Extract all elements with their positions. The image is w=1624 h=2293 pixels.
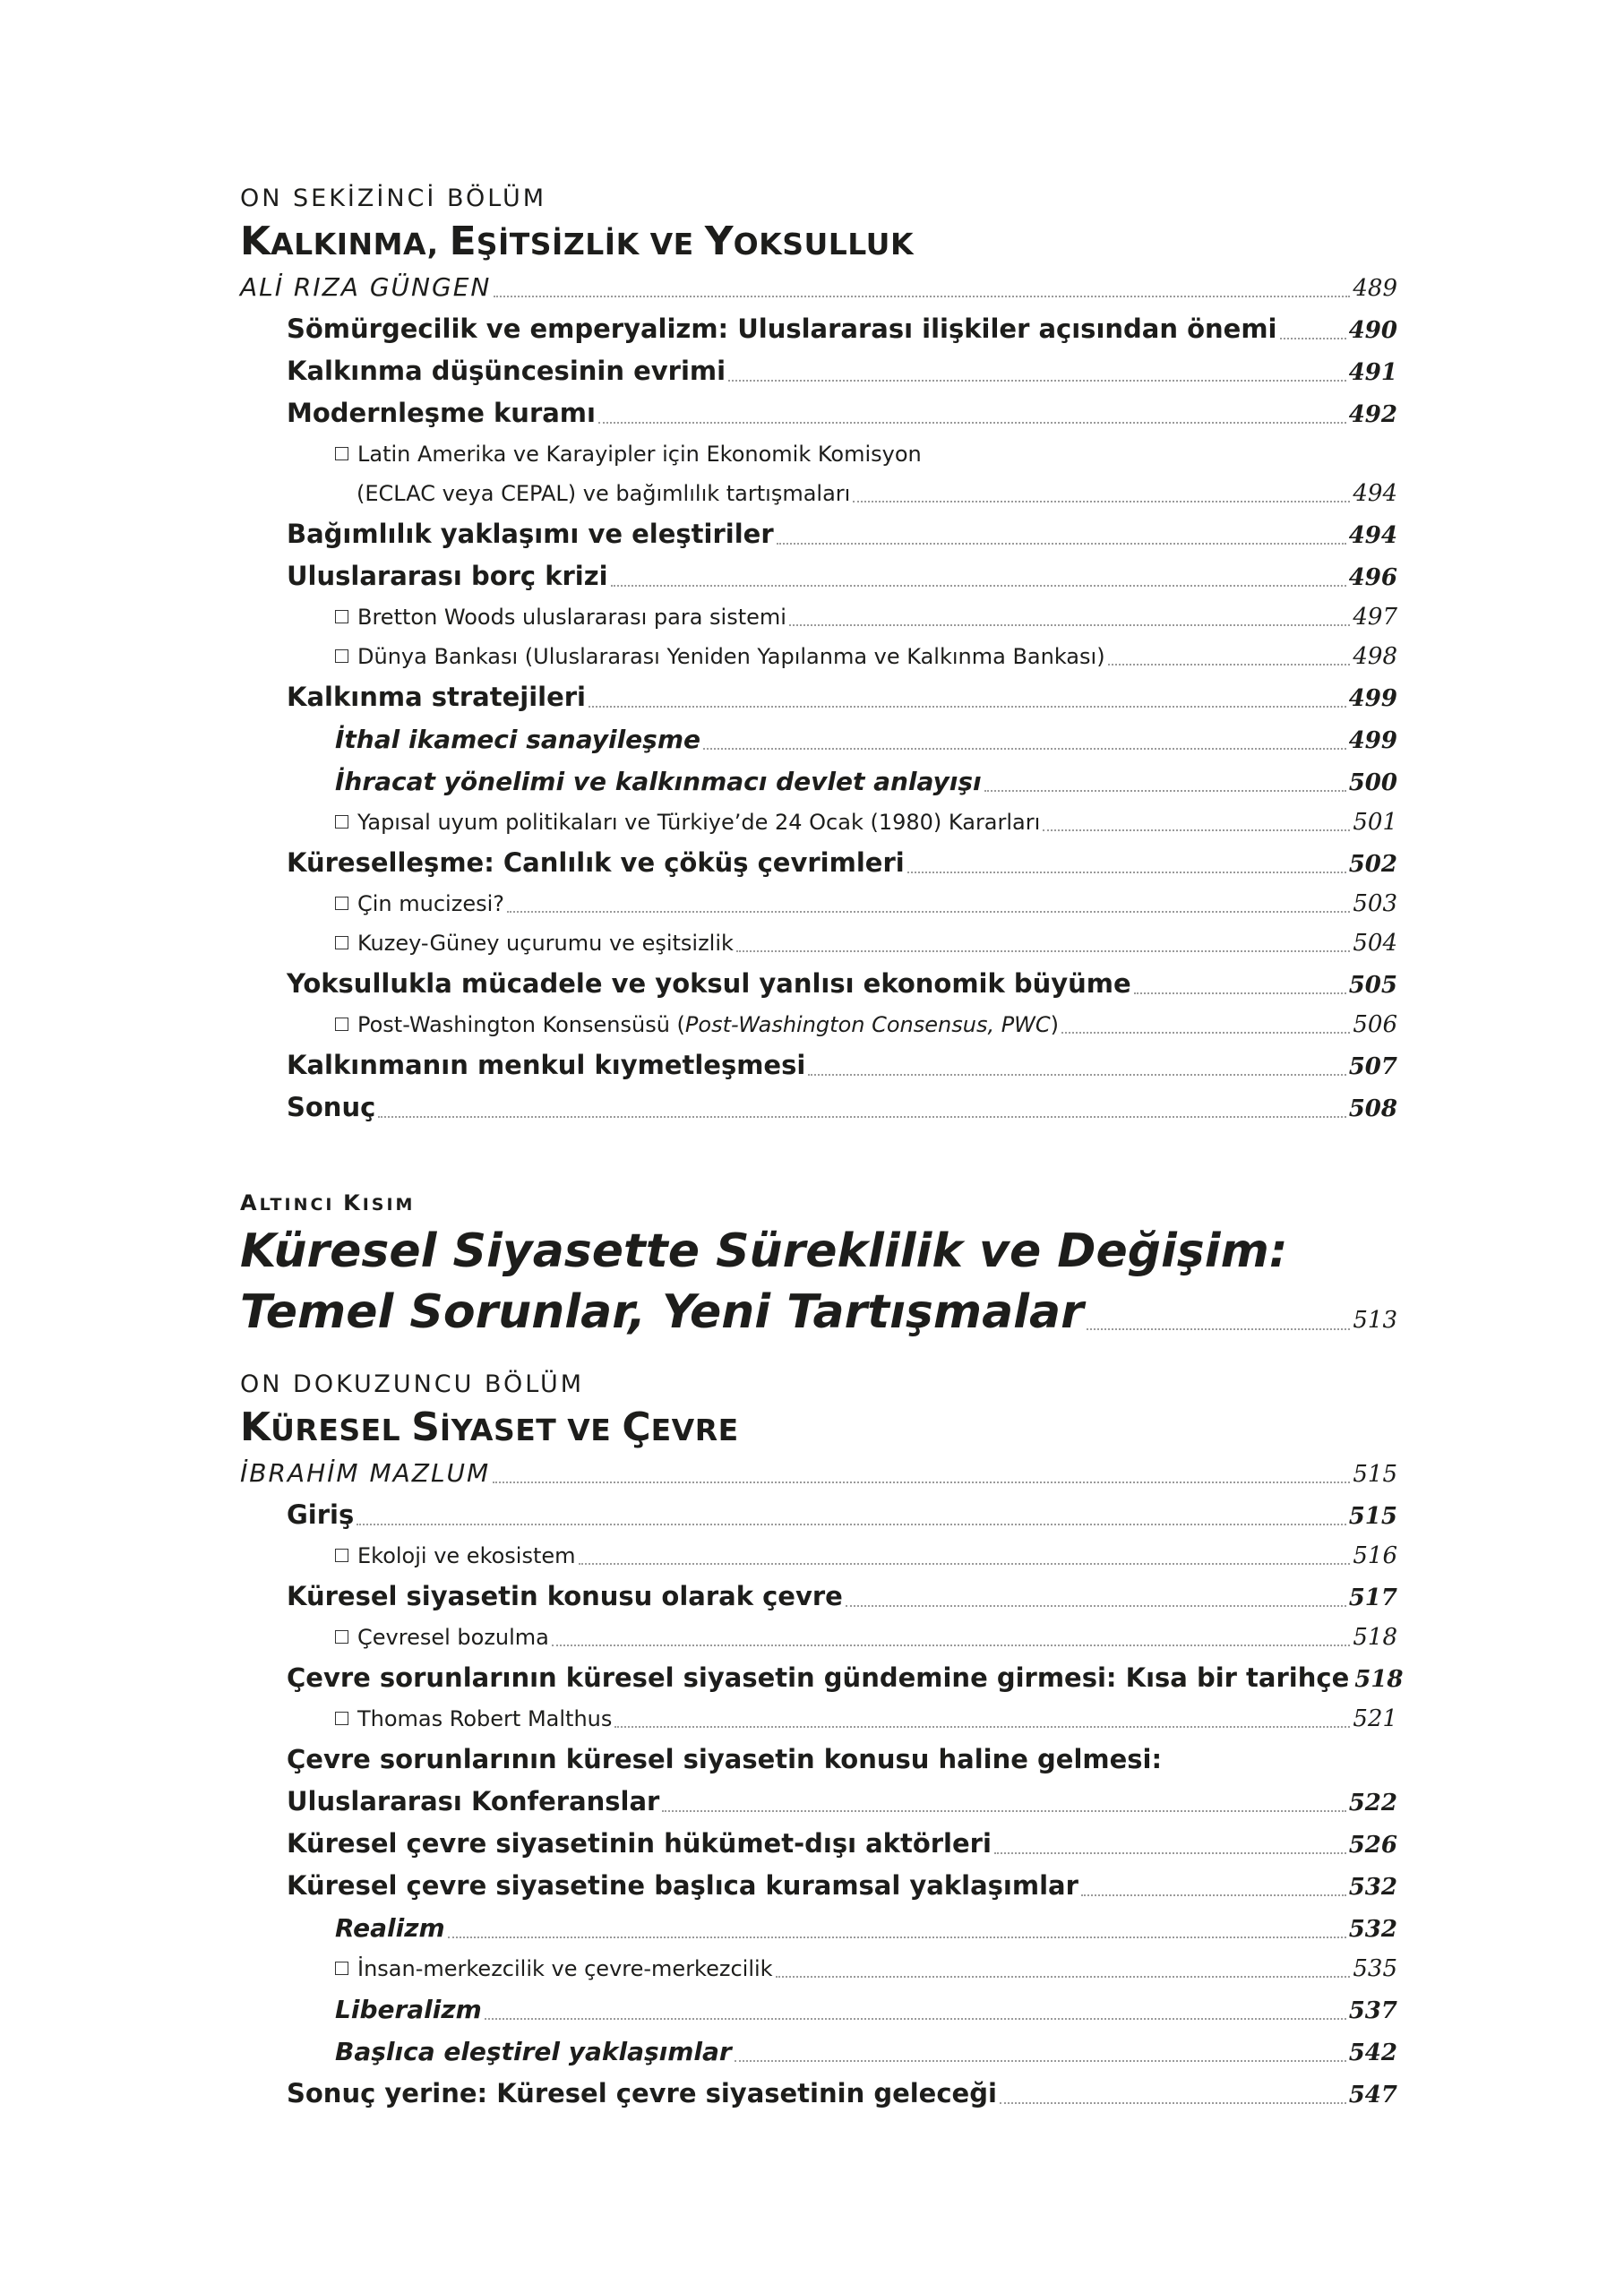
- page-number: 501: [1353, 809, 1397, 836]
- entry-label: Yapısal uyum politikaları ve Türkiye’de 24 Ocak (1980) Kararları: [357, 810, 1041, 835]
- page-number: 499: [1348, 727, 1397, 754]
- entry-label: Kalkınma stratejileri: [287, 682, 586, 712]
- entry-label: Sonuç: [287, 1092, 376, 1122]
- toc-entry[interactable]: [240, 1086, 1397, 1129]
- dot-leader: [611, 574, 1346, 587]
- dot-leader: [1081, 1884, 1346, 1896]
- entry-label: İhracat yönelimi ve kalkınmacı devlet anlayışı: [335, 767, 982, 796]
- entry-label: İthal ikameci sanayileşme: [335, 725, 700, 754]
- entry-label: Ekoloji ve ekosistem: [357, 1543, 576, 1568]
- box-entry[interactable]: [240, 884, 1397, 923]
- entry-label: Modernleşme kuramı: [287, 398, 596, 428]
- page-number: 537: [1348, 1997, 1397, 2024]
- author-name: İBRAHİM MAZLUM: [240, 1458, 491, 1488]
- checkbox-square-icon: [335, 815, 348, 829]
- chapter-eyebrow: ON SEKİZİNCİ BÖLÜM: [240, 185, 547, 212]
- toc-subentry[interactable]: [240, 718, 1397, 760]
- page-number: 497: [1353, 604, 1397, 631]
- dot-leader: [776, 1965, 1351, 1978]
- entry-label: Çevre sorunlarının küresel siyasetin gündemine girmesi: Kısa bir tarihçe: [287, 1662, 1350, 1693]
- part-eyebrow: ALTINCI KISIM: [240, 1190, 416, 1215]
- entry-label: Realizm: [335, 1913, 445, 1943]
- part-title-line-2: Temel Sorunlar, Yeni Tartışmalar: [240, 1285, 1084, 1339]
- toc-subentry[interactable]: [240, 760, 1397, 803]
- toc-entry[interactable]: [240, 392, 1397, 434]
- dot-leader: [552, 1634, 1350, 1646]
- dot-leader: [1000, 2091, 1346, 2104]
- box-entry[interactable]: [240, 597, 1397, 637]
- dot-leader: [728, 369, 1346, 382]
- entry-label: Post-Washington Konsensüsü (: [357, 1012, 685, 1037]
- entry-label: Küreselleşme: Canlılık ve çöküş çevrimleri: [287, 847, 905, 878]
- toc-entry[interactable]: [240, 1657, 1404, 1699]
- dot-leader: [1043, 819, 1350, 831]
- dot-leader: [789, 614, 1350, 626]
- chapter-eyebrow: ON DOKUZUNCU BÖLÜM: [240, 1370, 585, 1398]
- toc-entry[interactable]: [240, 1781, 1397, 1823]
- checkbox-square-icon: [335, 936, 348, 949]
- entry-label: Çin mucizesi?: [357, 891, 504, 916]
- dot-leader: [494, 285, 1350, 297]
- toc-entry[interactable]: [240, 555, 1397, 597]
- page-number: 508: [1348, 1095, 1397, 1122]
- page-number: 526: [1348, 1832, 1397, 1859]
- page-number: 504: [1353, 930, 1397, 957]
- page-number: 516: [1353, 1542, 1397, 1569]
- page-number: 491: [1348, 359, 1397, 386]
- page-number: 535: [1353, 1955, 1397, 1982]
- checkbox-square-icon: [335, 1549, 348, 1562]
- entry-label: Uluslararası borç krizi: [287, 561, 608, 591]
- box-entry[interactable]: [240, 1536, 1397, 1576]
- entry-label: (ECLAC veya CEPAL) ve bağımlılık tartışmaları: [357, 481, 851, 506]
- dot-leader: [1087, 1316, 1351, 1330]
- dot-leader: [735, 2049, 1346, 2062]
- dot-leader: [703, 737, 1346, 750]
- dot-leader: [357, 1513, 1345, 1525]
- page-number: 499: [1348, 685, 1397, 712]
- box-entry[interactable]: [240, 474, 1397, 513]
- entry-label: Dünya Bankası (Uluslararası Yeniden Yapılanma ve Kalkınma Bankası): [357, 644, 1105, 669]
- entry-label: Bağımlılık yaklaşımı ve eleştiriler: [287, 519, 774, 549]
- page-number: 490: [1348, 317, 1397, 344]
- page-number: 498: [1353, 643, 1397, 670]
- dot-leader: [614, 1715, 1350, 1728]
- box-entry[interactable]: [240, 803, 1397, 842]
- checkbox-square-icon: [335, 610, 348, 623]
- chapter-18-section: [240, 181, 1397, 1129]
- chapter-title: KÜRESEL SİYASET VE ÇEVRE: [240, 1404, 739, 1450]
- entry-label: Başlıca eleştirel yaklaşımlar: [335, 2037, 732, 2066]
- page-number: 547: [1348, 2082, 1397, 2108]
- page-number: 513: [1353, 1307, 1397, 1334]
- toc-entry[interactable]: [240, 513, 1397, 555]
- toc-entry[interactable]: [240, 350, 1397, 392]
- dot-leader: [994, 1842, 1346, 1854]
- page-number: 522: [1348, 1790, 1397, 1816]
- entry-label: Çevresel bozulma: [357, 1625, 549, 1650]
- dot-leader: [736, 940, 1350, 952]
- dot-leader: [485, 2007, 1346, 2020]
- toc-entry[interactable]: [240, 1576, 1397, 1618]
- author-entry[interactable]: [240, 267, 1397, 308]
- dot-leader: [1134, 982, 1346, 994]
- page-number: 532: [1348, 1916, 1397, 1943]
- page-number: 496: [1348, 564, 1397, 591]
- author-name: ALİ RIZA GÜNGEN: [240, 272, 492, 302]
- page-number: 515: [1348, 1503, 1397, 1530]
- dot-leader: [1108, 653, 1351, 666]
- page-number: 517: [1348, 1584, 1397, 1611]
- dot-leader: [507, 900, 1350, 913]
- page-number: 506: [1353, 1011, 1397, 1038]
- page-number: 494: [1353, 480, 1397, 507]
- author-entry[interactable]: [240, 1453, 1397, 1494]
- page-number: 503: [1353, 890, 1397, 917]
- toc-subentry[interactable]: [240, 1907, 1397, 1949]
- dot-leader: [984, 779, 1346, 792]
- entry-label: Kuzey-Güney uçurumu ve eşitsizlik: [357, 931, 734, 956]
- toc-entry[interactable]: [240, 1865, 1397, 1907]
- page-number: 507: [1348, 1053, 1397, 1080]
- checkbox-square-icon: [335, 1962, 348, 1975]
- toc-entry[interactable]: [240, 1044, 1397, 1086]
- entry-label: Küresel siyasetin konusu olarak çevre: [287, 1581, 843, 1611]
- page-number: 515: [1353, 1461, 1397, 1488]
- entry-label: Yoksullukla mücadele ve yoksul yanlısı ekonomik büyüme: [287, 968, 1131, 999]
- dot-leader: [579, 1552, 1351, 1565]
- dot-leader: [808, 1063, 1345, 1076]
- chapter-title: KALKINMA, EŞİTSİZLİK VE YOKSULLUK: [240, 219, 915, 264]
- page-number: 521: [1353, 1705, 1397, 1732]
- checkbox-square-icon: [335, 649, 348, 663]
- entry-label: Sömürgecilik ve emperyalizm: Uluslararası ilişkiler açısından önemi: [287, 313, 1277, 344]
- toc-entry[interactable]: [240, 842, 1397, 884]
- dot-leader: [378, 1105, 1345, 1118]
- page-number: 532: [1348, 1874, 1397, 1901]
- toc-entry[interactable]: [240, 676, 1397, 718]
- entry-label: Kalkınma düşüncesinin evrimi: [287, 356, 726, 386]
- entry-label: Küresel çevre siyasetinin hükümet-dışı aktörleri: [287, 1828, 992, 1859]
- checkbox-square-icon: [335, 1712, 348, 1725]
- dot-leader: [589, 695, 1346, 708]
- dot-leader: [907, 861, 1346, 873]
- entry-label: Liberalizm: [335, 1995, 482, 2024]
- box-entry[interactable]: [240, 1949, 1397, 1988]
- page-number: 494: [1348, 522, 1397, 549]
- entry-label: Uluslararası Konferanslar: [287, 1786, 660, 1816]
- toc-entry[interactable]: [240, 308, 1397, 350]
- page-number: 542: [1348, 2040, 1397, 2066]
- part-title-line-1: Küresel Siyasette Süreklilik ve Değişim:: [240, 1224, 1288, 1278]
- entry-label: İnsan-merkezcilik ve çevre-merkezcilik: [357, 1956, 773, 1981]
- page-number: 492: [1348, 401, 1397, 428]
- toc-subentry[interactable]: [240, 2031, 1397, 2073]
- checkbox-square-icon: [335, 1630, 348, 1644]
- entry-label: Kalkınmanın menkul kıymetleşmesi: [287, 1050, 806, 1080]
- chapter-19-section: [240, 1367, 1404, 2115]
- dot-leader: [662, 1799, 1345, 1812]
- toc-subentry[interactable]: [240, 1988, 1397, 2031]
- dot-leader: [1280, 327, 1346, 339]
- page-number: 518: [1354, 1666, 1404, 1693]
- dot-leader: [846, 1594, 1346, 1607]
- dot-leader: [598, 411, 1346, 424]
- page-number: 500: [1348, 769, 1397, 796]
- dot-leader: [448, 1926, 1346, 1938]
- entry-label: Thomas Robert Malthus: [357, 1706, 613, 1731]
- entry-label-italic: Post-Washington Consensus, PWC: [684, 1012, 1051, 1037]
- entry-label: Küresel çevre siyasetine başlıca kuramsal yaklaşımlar: [287, 1870, 1078, 1901]
- toc-entry[interactable]: [240, 1823, 1397, 1865]
- checkbox-square-icon: [335, 1018, 348, 1031]
- page-number: 502: [1348, 851, 1397, 878]
- page-number: 489: [1353, 275, 1397, 302]
- box-entry-first-line[interactable]: Latin Amerika ve Karayipler için Ekonomik Komisyon: [240, 434, 1397, 474]
- dot-leader: [853, 490, 1350, 502]
- entry-first-line[interactable]: Çevre sorunlarının küresel siyasetin konusu haline gelmesi:: [287, 1744, 1163, 1774]
- box-entry[interactable]: [240, 1618, 1397, 1657]
- part-6-section: [240, 1187, 1397, 1343]
- dot-leader: [493, 1471, 1350, 1483]
- box-entry[interactable]: [240, 1699, 1397, 1739]
- toc-entry[interactable]: [240, 963, 1397, 1005]
- checkbox-square-icon: [335, 447, 348, 460]
- part-title-entry[interactable]: [240, 1282, 1397, 1343]
- box-entry[interactable]: [240, 923, 1397, 963]
- entry-label: Giriş: [287, 1499, 355, 1530]
- toc-entry[interactable]: [240, 2073, 1397, 2115]
- toc-entry[interactable]: [240, 1494, 1397, 1536]
- page-number: 505: [1348, 972, 1397, 999]
- entry-label: Bretton Woods uluslararası para sistemi: [357, 605, 786, 630]
- box-entry[interactable]: [240, 637, 1397, 676]
- entry-label: Sonuç yerine: Küresel çevre siyasetinin geleceği: [287, 2078, 997, 2108]
- checkbox-square-icon: [335, 897, 348, 910]
- dot-leader: [777, 532, 1346, 545]
- page-number: 518: [1353, 1624, 1397, 1651]
- dot-leader: [1061, 1021, 1350, 1034]
- box-entry[interactable]: Post-Washington Konsensüsü (Post-Washington Consensus, PWC) 506: [240, 1005, 1397, 1044]
